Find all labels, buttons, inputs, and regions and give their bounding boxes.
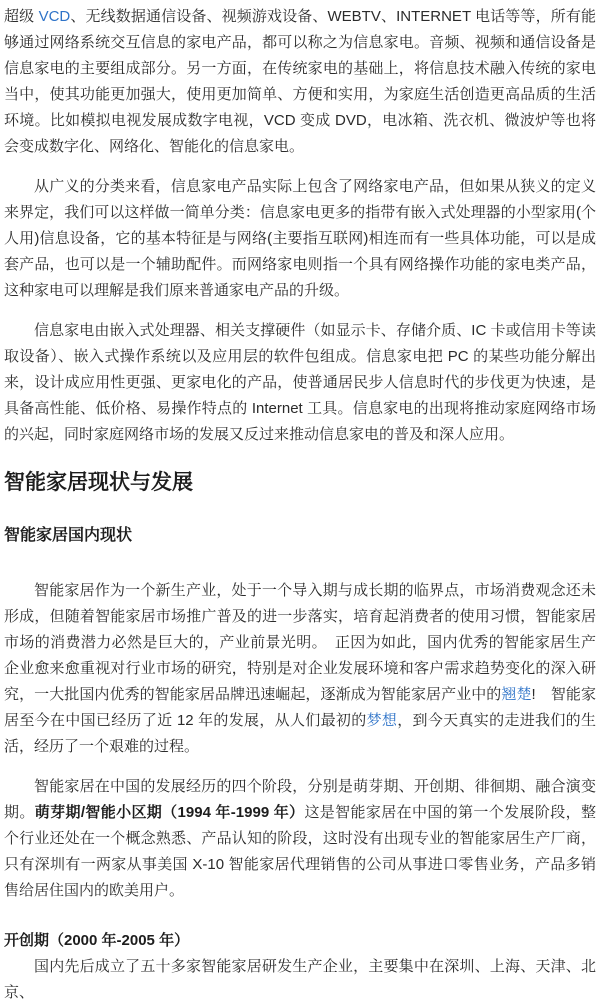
text-run: 、无线数据通信设备、视频游戏设备、WEBTV、INTERNET 电话等等，所有能够通过网络系统交互信息的家电产品，都可以称之为信息家电。音频、视频和通信设备是信息家电的主要组成部分。另一方面，在传统家电的基础上，将信息技术融入传统的家电当中，使其功能更加强大，使用更加简单、方便和实用，为家庭生活创造更高品质的生活环境。比如模拟电视发展成数字电视，VCD 变成 DVD，电冰箱、洗衣机、微波炉等也将会变成数字化、网络化、智能化的信息家电。	[4, 8, 597, 155]
inline-link[interactable]: 梦想	[366, 712, 398, 729]
paragraph	[4, 318, 596, 448]
text-run: 国内先后成立了五十多家智能家居研发生产企业，主要集中在深圳、上海、天津、北京、	[4, 958, 596, 1001]
paragraph	[4, 578, 596, 760]
stage-title: 开创期（2000 年-2005 年）	[4, 932, 190, 949]
text-run: 这是智能家居在中国的第一个发展阶段，整个行业还处在一个概念熟悉、产品认知的阶段，这时没有出现专业的智能家居生产厂商，只有深圳有一两家从事美国 X-10 智能家居代理销售的公司从事进口零售业务，产品多销售给居住国内的欧美用户。	[4, 804, 596, 899]
text-run: 智能家居作为一个新生产业，处于一个导入期与成长期的临界点，市场消费观念还未形成，但随着智能家居市场推广普及的进一步落实，培育起消费者的使用习惯，智能家居市场的消费潜力必然是巨大的，产业前景光明。 正因为如此，国内优秀的智能家居生产企业愈来愈重视对行业市场的研究，特别是对企业发展环境和客户需求趋势变化的深入研究，一大批国内优秀的智能家居品牌迅速崛起，逐渐成为智能家居产业中的	[4, 582, 596, 703]
inline-link[interactable]: VCD	[38, 8, 71, 25]
paragraph	[4, 174, 596, 304]
paragraph	[4, 774, 596, 904]
paragraph	[4, 954, 596, 1006]
text-run: 智能家居在中国的发展经历的四个阶段，分别是萌芽期、开创期、徘徊期、融合演变期。	[4, 778, 596, 821]
inline-link[interactable]: 翘楚	[501, 686, 532, 703]
subsection-title: 智能家居国内现状	[4, 527, 133, 544]
text-run: 信息家电由嵌入式处理器、相关支撑硬件（如显示卡、存储介质、IC 卡或信用卡等读取设备）、嵌入式操作系统以及应用层的软件包组成。信息家电把 PC 的某些功能分解出来，设计成应用性更强、更家电化的产品，使普通居民步人信息时代的步伐更为快速，是具备高性能、低价格、易操作特点的 Internet 工具。信息家电的出现将推动家庭网络市场的兴起，同时家庭网络市场的发展又反过来推动信息家电的普及和深人应用。	[4, 322, 596, 443]
bold-text-run: 萌芽期/智能小区期（1994 年-1999 年）	[34, 804, 305, 821]
article-body	[4, 4, 596, 1006]
text-run: ! 智能家居至今在中国已经历了近 12 年的发展，从人们最初的	[4, 686, 596, 729]
text-run: ，到今天真实的走进我们的生活，经历了一个艰难的过程。	[4, 712, 596, 755]
paragraph	[4, 4, 596, 160]
section-title: 智能家居现状与发展	[4, 471, 193, 494]
text-run: 超级	[4, 8, 39, 25]
text-run: 从广义的分类来看，信息家电产品实际上包含了网络家电产品，但如果从狭义的定义来界定，我们可以这样做一简单分类：信息家电更多的指带有嵌入式处理器的小型家用(个人用)信息设备，它的基本特征是与网络(主要指互联网)相连而有一些具体功能，可以是成套产品，也可以是一个辅助配件。而网络家电则指一个具有网络操作功能的家电类产品，这种家电可以理解是我们原来普通家电产品的升级。	[4, 178, 596, 299]
